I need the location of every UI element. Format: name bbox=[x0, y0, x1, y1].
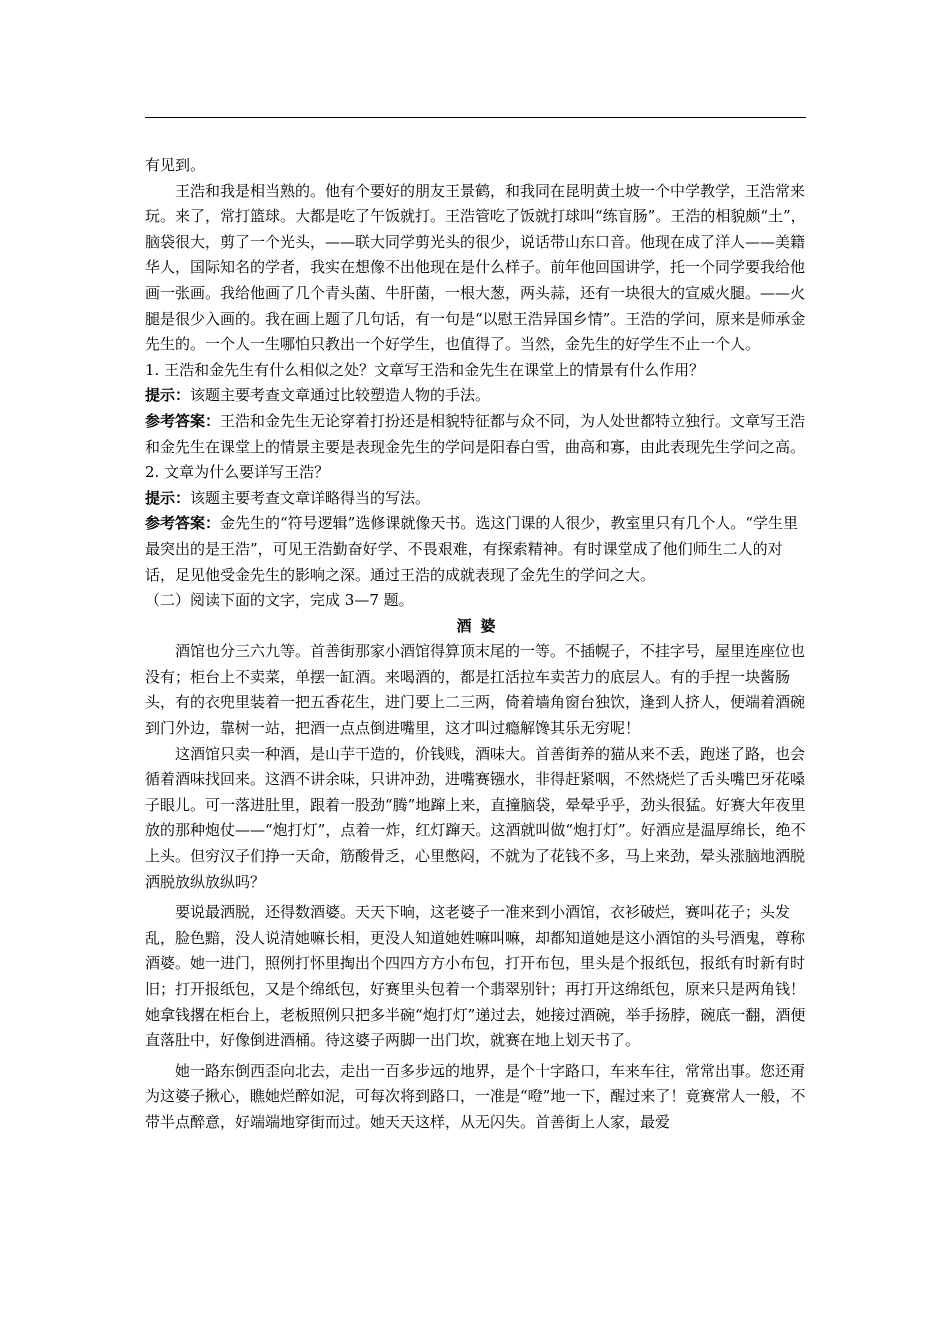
answer-text: 王浩和金先生无论穿着打扮还是相貌特征都与众不同，为人处世都特立独行。文章写王浩和金先生在课堂上的情景主要是表现金先生的学问是阳春白雪，曲高和寡，由此表现先生学问之高。 bbox=[145, 411, 806, 456]
story-paragraph-4: 她一路东倒西歪向北去，走出一百多步远的地界，是个十字路口，车来车往，常常出事。您还甭为这婆子揪心，瞧她烂醉如泥，可每次将到路口，一准是“噔”地一下，醒过来了！竟赛常人一般，不带半点醉意，好端端地穿街而过。她天天这样，从无闪失。首善街上人家，最爱 bbox=[145, 1061, 806, 1131]
paragraph-continuation: 有见到。 bbox=[145, 156, 206, 174]
question-1-answer bbox=[145, 409, 807, 460]
story-paragraph-2: 这酒馆只卖一种酒，是山芋干造的，价钱贱，酒味大。首善街养的猫从来不丢，跑迷了路，也会循着酒味找回来。这酒不讲余味，只讲冲劲，进嘴赛镪水，非得赶紧咽，不然烧烂了舌头嘴巴牙花嗓子眼儿。可一落进肚里，跟着一股劲“腾”地蹿上来，直撞脑袋，晕晕乎乎，劲头很猛。好赛大年夜里放的那种炮仗——“炮打灯”，点着一炸，红灯蹿天。这酒就叫做“炮打灯”。好酒应是温厚绵长，绝不上头。但穷汉子们挣一天命，筋酸骨乏，心里憋闷，不就为了花钱不多，马上来劲，晕头涨脑地洒脱洒脱放纵放纵吗？ bbox=[145, 744, 806, 891]
question-1: 1. 王浩和金先生有什么相似之处？文章写王浩和金先生在课堂上的情景有什么作用？ bbox=[145, 360, 705, 379]
answer-text: 金先生的“符号逻辑”选修课就像天书。选这门课的人很少，教室里只有几个人。“学生里最突出的是王浩”，可见王浩勤奋好学、不畏艰难，有探索精神。有时课堂成了他们师生二人的对话，足见他受金先生的影响之深。通过王浩的成就表现了金先生的学问之大。 bbox=[145, 514, 799, 584]
paragraph-wang-hao: 王浩和我是相当熟的。他有个要好的朋友王景鹤，和我同在昆明黄土坡一个中学教学，王浩常来玩。来了，常打篮球。大都是吃了午饭就打。王浩管吃了饭就打球叫“练盲肠”。王浩的相貌颇“土”，脑袋很大，剪了一个光头，——联大同学剪光头的很少，说话带山东口音。他现在成了洋人——美籍华人，国际知名的学者，我实在想像不出他现在是什么样子。前年他回国讲学，托一个同学要我给他画一张画。我给他画了几个青头菌、牛肝菌，一根大葱，两头蒜，还有一块很大的宣威火腿。——火腿是很少入画的。我在画上题了几句话，有一句是“以慰王浩异国乡情”。王浩的学问，原来是师承金先生的。一个人一生哪怕只教出一个好学生，也值得了。当然，金先生的好学生不止一个人。 bbox=[145, 181, 806, 354]
story-title: 酒婆 bbox=[456, 616, 505, 635]
answer-label: 参考答案： bbox=[145, 411, 221, 430]
header-rule bbox=[145, 117, 806, 118]
answer-label: 参考答案： bbox=[145, 514, 221, 533]
hint-label: 提示： bbox=[145, 488, 191, 507]
story-paragraph-3: 要说最洒脱，还得数酒婆。天天下晌，这老婆子一准来到小酒馆，衣衫破烂，赛叫花子；头发乱，脸色黯，没人说清她嘛长相，更没人知道她姓嘛叫嘛，却都知道她是这小酒馆的头号酒鬼，尊称酒婆。她一进门，照例打怀里掏出个四四方方小布包，打开布包，里头是个报纸包，报纸有时新有时旧；打开报纸包，又是个绵纸包，好赛里头包着一个翡翠别针；再打开这绵纸包，原来只是两角钱！她拿钱撂在柜台上，老板照例只把多半碗“炮打灯”递过去，她接过酒碗，举手扬脖，碗底一翻，酒便直落肚中，好像倒进酒桶。待这婆子两脚一出门坎，就赛在地上划天书了。 bbox=[145, 903, 806, 1050]
section-heading: （二）阅读下面的文字，完成 3—7 题。 bbox=[145, 591, 414, 610]
hint-text: 该题主要考查文章通过比较塑造人物的手法。 bbox=[190, 386, 491, 405]
question-2: 2. 文章为什么要详写王浩？ bbox=[145, 463, 330, 482]
hint-label: 提示： bbox=[145, 386, 191, 405]
question-2-answer bbox=[145, 511, 807, 588]
hint-text: 该题主要考查文章详略得当的写法。 bbox=[190, 488, 431, 507]
document-body bbox=[145, 153, 807, 1136]
question-2-hint bbox=[145, 486, 807, 512]
question-1-hint bbox=[145, 383, 807, 409]
story-paragraph-1: 酒馆也分三六九等。首善街那家小酒馆得算顶末尾的一等。不插幌子，不挂字号，屋里连座位也没有；柜台上不卖菜，单摆一缸酒。来喝酒的，都是扛活拉车卖苦力的底层人。有的手捏一块酱肠头，有的衣兜里装着一把五香花生，进门要上二三两，倚着墙角窗台独饮，逢到人挤人，便端着酒碗到门外边，靠树一站，把酒一点点倒进嘴里，这才叫过瘾解馋其乐无穷呢！ bbox=[145, 642, 806, 738]
